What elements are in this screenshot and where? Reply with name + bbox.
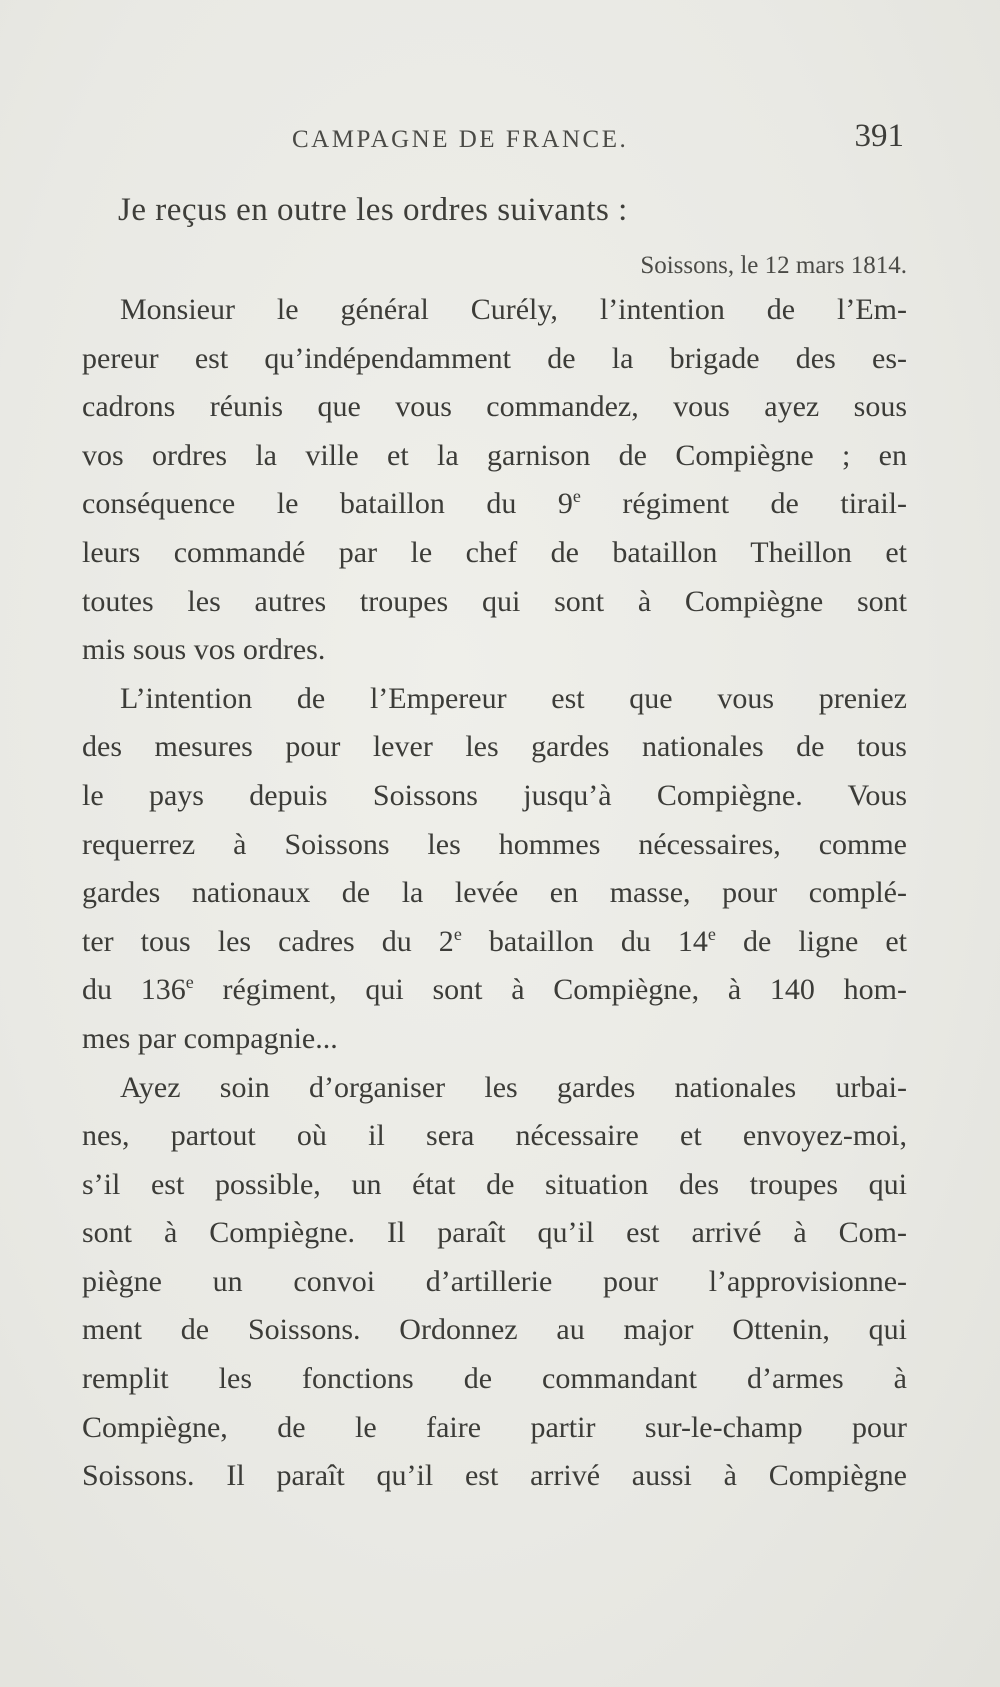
text-segment: bataillon du 14: [461, 924, 708, 958]
superscript: e: [453, 923, 462, 944]
paragraph-2: [82, 675, 907, 1064]
text-line: toutes les autres troupes qui sont à Compiègne sont: [82, 584, 907, 618]
text-line: mes par compagnie...: [82, 1021, 338, 1055]
paragraph-1: [82, 286, 907, 675]
text-segment: régiment, qui sont à Compiègne, à 140 hom-: [193, 973, 907, 1007]
text-line: cadrons réunis que vous commandez, vous ayez sous: [82, 390, 907, 424]
text-line: remplit les fonctions de commandant d’armes à: [82, 1362, 907, 1396]
text-line: requerrez à Soissons les hommes nécessaires, comme: [82, 827, 907, 861]
superscript: e: [185, 972, 194, 993]
text-line: L’intention de l’Empereur est que vous preniez: [120, 681, 907, 715]
text-line: pereur est qu’indépendamment de la brigade des es-: [82, 341, 907, 375]
text-line: [82, 480, 907, 529]
superscript: e: [572, 486, 581, 507]
text-line: Ayez soin d’organiser les gardes nationales urbai-: [120, 1070, 907, 1104]
text-line: vos ordres la ville et la garnison de Compiègne ; en: [82, 438, 907, 472]
text-line: ment de Soissons. Ordonnez au major Ottenin, qui: [82, 1313, 907, 1347]
body-text: [82, 190, 907, 1501]
text-line: piègne un convoi d’artillerie pour l’approvisionne-: [82, 1264, 907, 1298]
text-line: mis sous vos ordres.: [82, 633, 326, 667]
text-line: des mesures pour lever les gardes nationales de tous: [82, 730, 907, 764]
text-segment: conséquence le bataillon du 9: [82, 487, 573, 521]
text-line: [82, 966, 907, 1015]
text-line: [82, 918, 907, 967]
text-line: Compiègne, de le faire partir sur-le-champ pour: [82, 1410, 907, 1444]
intro-line: Je reçus en outre les ordres suivants :: [118, 192, 628, 228]
running-head: [82, 118, 904, 158]
text-line: Soissons. Il paraît qu’il est arrivé aussi à Compiègne: [82, 1459, 907, 1493]
text-line: leurs commandé par le chef de bataillon Theillon et: [82, 535, 907, 569]
dateline: Soissons, le 12 mars 1814.: [640, 252, 907, 279]
text-line: Monsieur le général Curély, l’intention de l’Em-: [120, 293, 907, 326]
text-line: gardes nationaux de la levée en masse, pour complé-: [82, 876, 907, 910]
text-segment: ter tous les cadres du 2: [82, 924, 454, 958]
page-number: 391: [854, 118, 904, 154]
text-line: le pays depuis Soissons jusqu’à Compiègne. Vous: [82, 778, 907, 812]
running-title: CAMPAGNE DE FRANCE.: [292, 126, 629, 153]
text-segment: de ligne et: [715, 924, 908, 958]
text-segment: régiment de tirail-: [580, 487, 908, 521]
text-line: nes, partout où il sera nécessaire et envoyez-moi,: [82, 1119, 907, 1153]
superscript: e: [707, 923, 716, 944]
paragraph-3: [82, 1064, 907, 1501]
text-line: sont à Compiègne. Il paraît qu’il est arrivé à Com-: [82, 1216, 907, 1250]
text-line: s’il est possible, un état de situation des troupes qui: [82, 1167, 907, 1201]
text-segment: du 136: [82, 973, 186, 1007]
